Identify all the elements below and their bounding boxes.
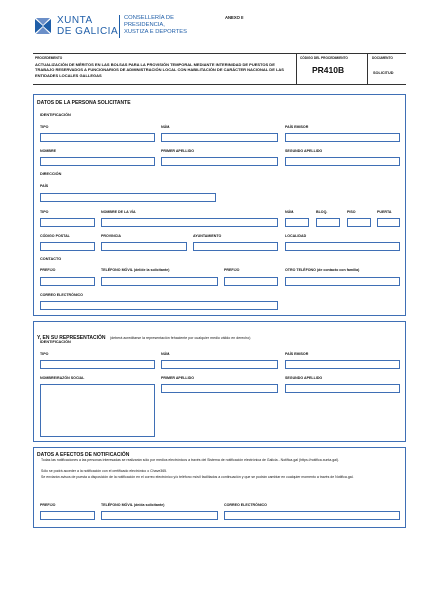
rep-first-surname-field[interactable] [161,384,278,393]
notif-email-label: CORREO ELECTRÓNICO [224,503,267,507]
rep-first-surname-label: PRIMER APELLIDO [161,376,195,380]
rep-second-surname-field[interactable] [285,384,400,393]
dept-line-1: CONSELLERÍA DE [124,15,174,21]
street-type-label: TIPO [40,210,49,214]
province-label: PROVINCIA [101,234,121,238]
dept-line-3: XUSTIZA E DEPORTES [124,29,188,35]
rep-identification-heading: IDENTIFICACIÓN [40,340,71,344]
representative-title-note: (deberá acreditarse la representación fehaciente por cualquier medio válido en derecho) [109,336,251,340]
country-label: PAÍS [40,184,49,188]
block-label: BLOQ. [316,210,328,214]
locality-field[interactable] [285,242,400,251]
province-field[interactable] [101,242,187,251]
dept-line-2: PRESIDENCIA, [124,22,165,28]
name-field[interactable] [40,157,155,166]
mobile-phone-field[interactable] [101,277,218,286]
procedure-col-divider-2 [367,53,368,84]
notification-section-title: DATOS A EFECTOS DE NOTIFICACIÓN [37,452,130,458]
contact-heading: CONTACTO [40,257,62,261]
block-field[interactable] [316,218,340,227]
identification-heading: IDENTIFICACIÓN [40,113,71,117]
procedure-text: ACTUALIZACIÓN DE MÉRITOS EN LAS BOLSAS PARA LA PROVISIÓN TEMPORAL MEDIANTE INTERINIDAD DE PUESTOS DE TRABAJO RESERVADOS A FUNCIONARIOS DE ADMINISTRACIÓN LOCAL CON HABILITACIÓN DE CARÁCTER NACIONAL DE LAS ENTIDADES LOCALES GALLEGAS [35,62,284,78]
issuing-country-label: PAÍS EMISOR [285,125,309,129]
procedure-bottom-rule [33,84,406,85]
procedure-col-divider-1 [296,53,297,84]
door-label: PUERTA [377,210,392,214]
id-number-field[interactable] [161,133,278,142]
locality-label: LOCALIDAD [285,234,307,238]
id-type-field[interactable] [40,133,155,142]
municipality-label: AYUNTAMIENTO [193,234,222,238]
representative-section-title: Y, EN SU REPRESENTACIÓN [37,335,106,341]
notif-mobile-field[interactable] [101,511,218,520]
notification-paragraph-1: Todas las notificaciones a las personas interesadas se realizarán sólo por medios electrónicos a través del Sistema de notificación electrónica de Galicia - Notifica.gal (https://notifica.xunta.gal). [41,458,340,462]
document-value: SOLICITUD [373,71,394,75]
logo-line-2: DE GALICIA [57,26,119,37]
xunta-logo-icon [33,16,53,36]
issuing-country-field[interactable] [285,133,400,142]
street-type-field[interactable] [40,218,95,227]
rep-id-type-label: TIPO [40,352,49,356]
street-number-label: NÚM. [285,210,295,214]
id-type-label: TIPO [40,125,49,129]
rep-name-label: NOMBRE/RAZÓN SOCIAL [40,376,85,380]
country-field[interactable] [40,193,216,202]
prefix-2-field[interactable] [224,277,278,286]
address-heading: DIRECCIÓN [40,172,62,176]
rep-id-number-label: NÚM. [161,352,171,356]
notif-prefix-field[interactable] [40,511,95,520]
second-surname-field[interactable] [285,157,400,166]
postal-code-field[interactable] [40,242,95,251]
mobile-phone-label: TELÉFONO MÓVIL (del/de la solicitante) [101,268,170,272]
procedure-label: PROCEDEMENTO [35,56,63,60]
notif-prefix-label: PREFIJO [40,503,56,507]
document-label: DOCUMENTO [372,56,393,60]
email-field[interactable] [40,301,278,310]
first-surname-label: PRIMER APELLIDO [161,149,195,153]
notification-paragraph-2: Sólo se podrá acceder a la notificación con el certificado electrónico o Chave365. [41,469,168,473]
street-name-field[interactable] [101,218,278,227]
procedure-top-rule [33,53,406,54]
rep-id-type-field[interactable] [40,360,155,369]
municipality-field[interactable] [193,242,278,251]
other-phone-field[interactable] [285,277,400,286]
name-label: NOMBRE [40,149,56,153]
prefix-field[interactable] [40,277,95,286]
rep-id-number-field[interactable] [161,360,278,369]
second-surname-label: SEGUNDO APELLIDO [285,149,323,153]
annex-label: ANEXO II [225,15,244,20]
rep-issuing-country-label: PAÍS EMISOR [285,352,309,356]
postal-code-label: CÓDIGO POSTAL [40,234,70,238]
prefix-label: PREFIJO [40,268,56,272]
street-number-field[interactable] [285,218,309,227]
floor-label: PISO [347,210,356,214]
notification-paragraph-3: Se enviarán avisos de puesta a disposición de la notificación en el correo electrónico y/o teléfono móvil facilitados a continuación y que se podrán cambiar en cualquier momento a través de Notifica.gal. [41,475,354,479]
procedure-code-label: CÓDIGO DEL PROCEDIMIENTO [300,56,348,60]
notif-mobile-label: TELÉFONO MÓVIL (de/da solicitante) [101,503,165,507]
door-field[interactable] [377,218,400,227]
rep-second-surname-label: SEGUNDO APELLIDO [285,376,323,380]
prefix-2-label: PREFIJO [224,268,240,272]
procedure-code-value: PR410B [312,65,345,75]
first-surname-field[interactable] [161,157,278,166]
notif-email-field[interactable] [224,511,400,520]
rep-name-field[interactable] [40,384,155,437]
logo-line-1: XUNTA [57,15,93,26]
id-number-label: NÚM. [161,125,171,129]
email-label: CORREO ELECTRÓNICO [40,293,83,297]
rep-issuing-country-field[interactable] [285,360,400,369]
floor-field[interactable] [347,218,371,227]
logo-divider [119,15,120,38]
other-phone-label: OTRO TELÉFONO (de contacto con familia) [285,268,360,272]
applicant-section-title: DATOS DE LA PERSONA SOLICITANTE [37,100,131,106]
header [0,0,439,50]
street-name-label: NOMBRE DE LA VÍA [101,210,136,214]
